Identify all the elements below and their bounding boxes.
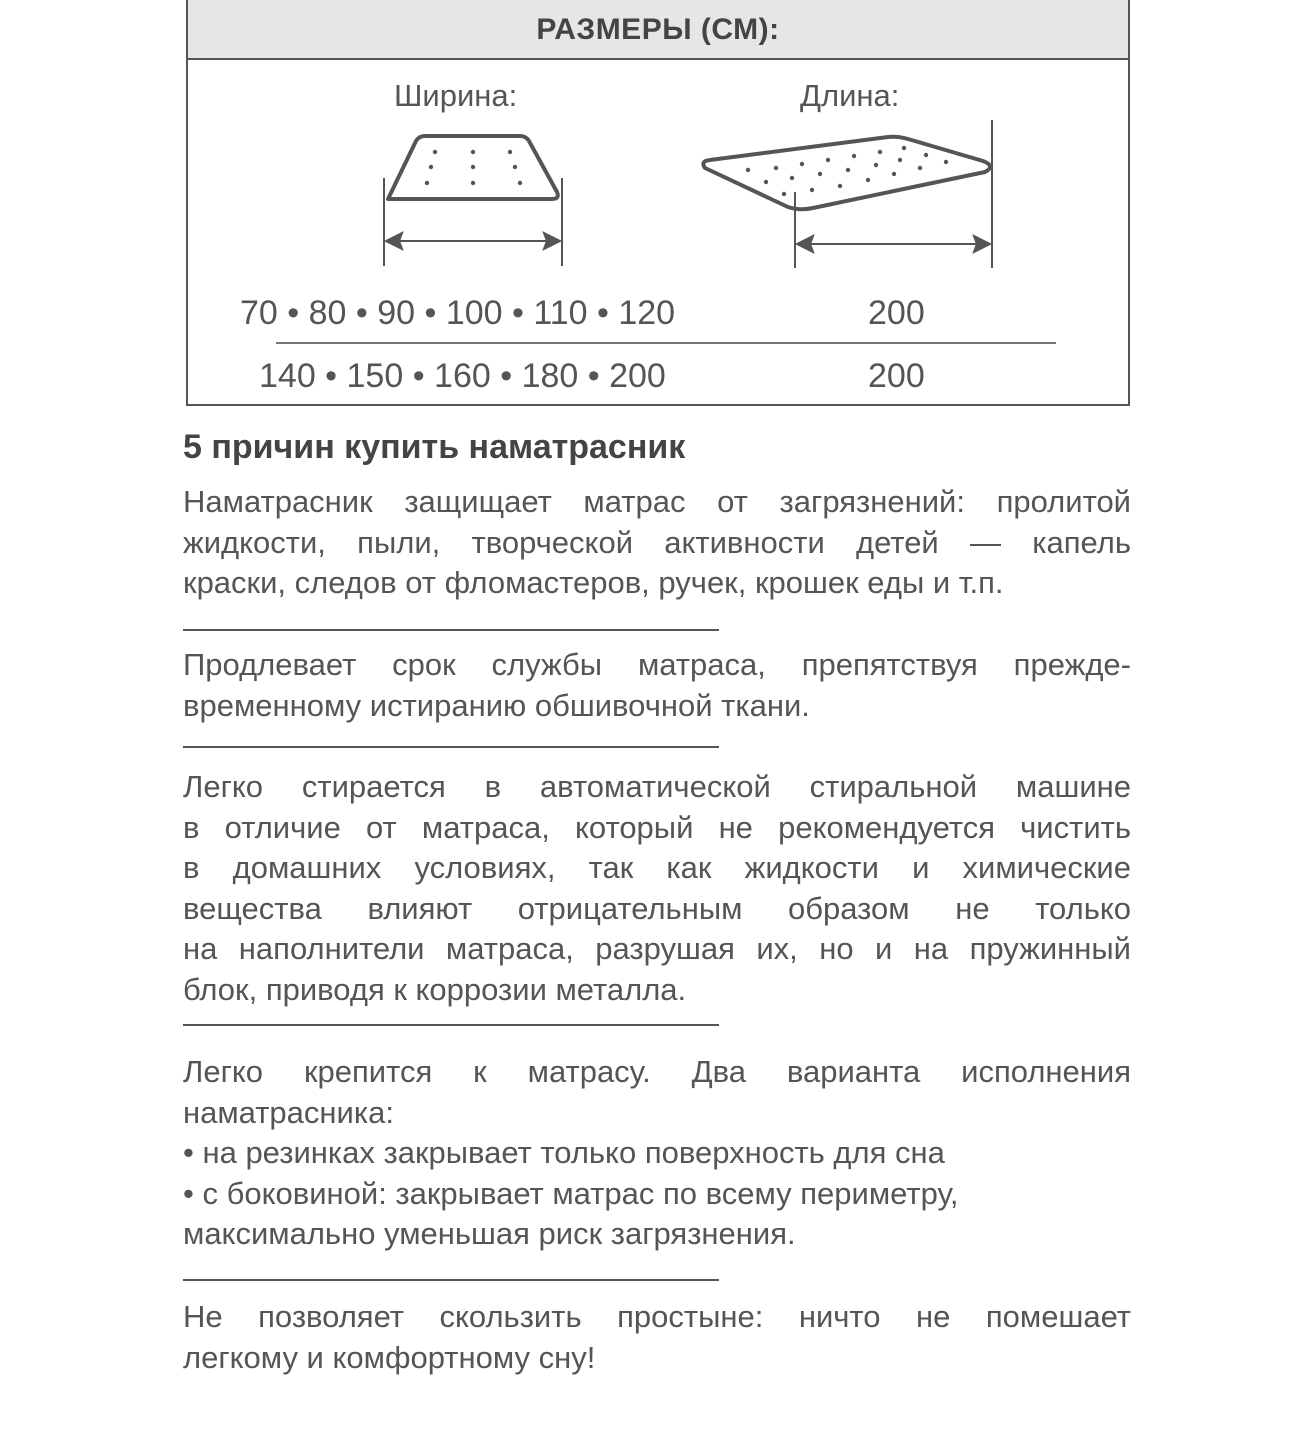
reason-line: Легко крепится к матрасу. Два варианта исполнения [183, 1054, 1131, 1089]
reason-line: легкому и комфортному сну! [183, 1339, 596, 1375]
reason-line: в отличие от матраса, который не рекомендуется чистить [183, 809, 1131, 845]
size-row-2-length: 200 [868, 357, 925, 395]
reason-line: на наполнители матраса, разрушая их, но и на пружинный [183, 931, 1131, 966]
reason-3 [183, 767, 1131, 1010]
divider [183, 746, 719, 748]
row-divider [276, 342, 1056, 344]
divider [183, 1024, 719, 1026]
reason-5 [183, 1297, 1131, 1378]
size-row-1-widths: 70 • 80 • 90 • 100 • 110 • 120 [240, 294, 676, 332]
reason-line: жидкости, пыли, творческой активности детей — капель [183, 524, 1131, 560]
length-label: Длина: [800, 78, 900, 113]
width-label: Ширина: [394, 78, 518, 113]
reason-line: вещества влияют отрицательным образом не только [183, 890, 1131, 926]
sizes-header: РАЗМЕРЫ (СМ): [188, 0, 1128, 60]
reason-line: временному истиранию обшивочной ткани. [183, 687, 810, 723]
reason-line: Наматрасник защищает матрас от загрязнений: пролитой [183, 484, 1131, 519]
reason-line: Не позволяет скользить простыне: ничто не помешает [183, 1299, 1131, 1334]
reasons-title: 5 причин купить наматрасник [183, 428, 686, 466]
length-dimension-icon [795, 120, 992, 268]
width-dimension-icon [384, 178, 562, 266]
mattress-width-dots [425, 150, 522, 185]
sizes-table [186, 0, 1130, 406]
reason-4 [183, 1052, 1131, 1255]
size-row-1-length: 200 [868, 294, 925, 332]
divider [183, 1279, 719, 1281]
reason-line: блок, приводя к коррозии металла. [183, 971, 687, 1007]
reason-line: • на резинках закрывает только поверхность для сна [183, 1135, 945, 1170]
size-row-2-widths: 140 • 150 • 160 • 180 • 200 [259, 357, 666, 395]
reason-line: краски, следов от фломастеров, ручек, крошек еды и т.п. [183, 565, 1004, 600]
reason-line: максимально уменьшая риск загрязнения. [183, 1216, 796, 1251]
reason-line: Легко стирается в автоматической стиральной машине [183, 769, 1131, 804]
reason-line: • с боковиной: закрывает матрас по всему периметру, [183, 1175, 959, 1211]
divider [183, 629, 719, 631]
reason-2 [183, 645, 1131, 726]
reason-line: Продлевает срок службы матраса, препятствуя прежде- [183, 647, 1131, 682]
reason-line: в домашних условиях, так как жидкости и химические [183, 850, 1131, 885]
reason-line: наматрасника: [183, 1094, 394, 1130]
mattress-length-icon [703, 137, 990, 210]
reason-1 [183, 482, 1131, 604]
